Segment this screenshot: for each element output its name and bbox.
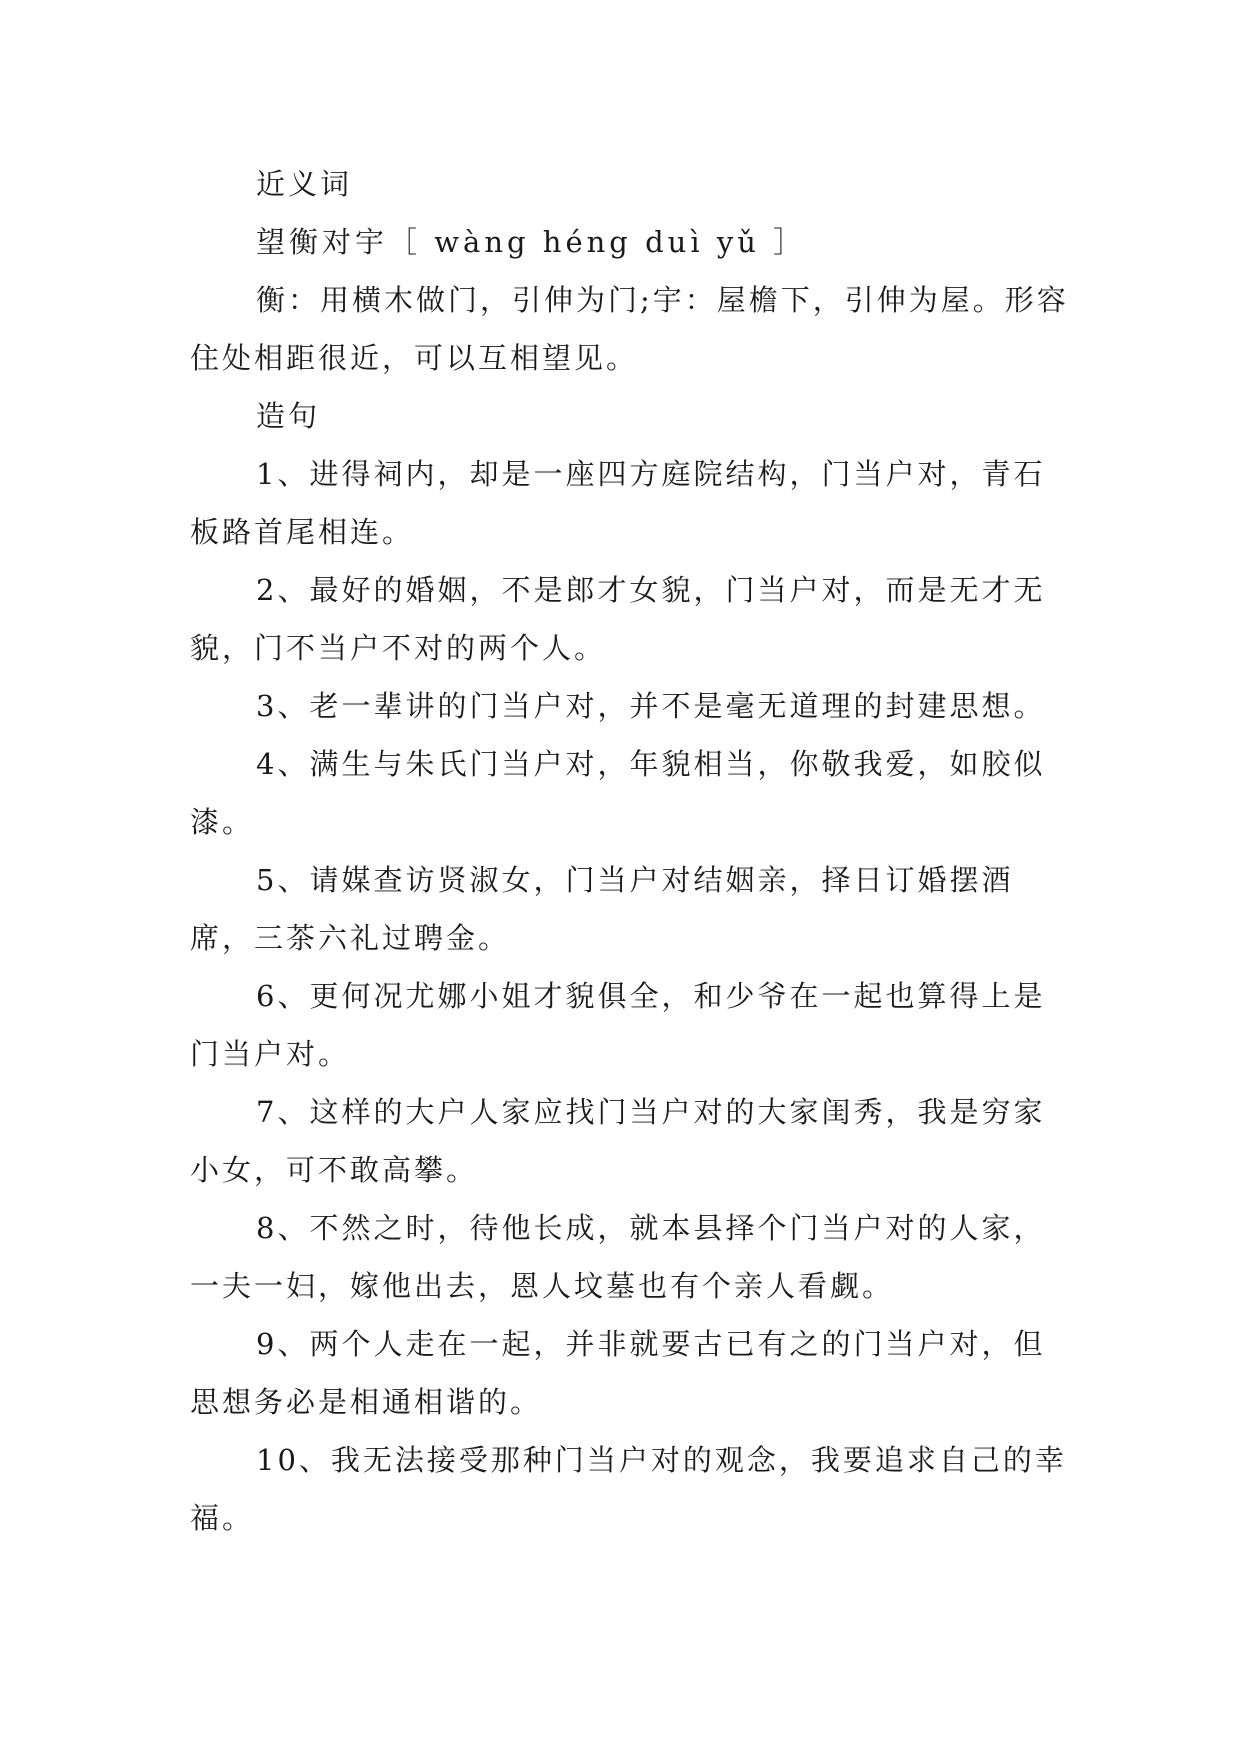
synonym-definition: 衡：用横木做门，引伸为门;宇：屋檐下，引伸为屋。形容住处相距很近，可以互相望见。	[190, 283, 1069, 375]
document-body	[190, 155, 1070, 1547]
sentences-heading: 造句	[256, 399, 321, 433]
example-sentence-9: 9、两个人走在一起，并非就要古已有之的门当户对，但思想务必是相通相谐的。	[190, 1327, 1046, 1419]
example-sentence-4: 4、满生与朱氏门当户对，年貌相当，你敬我爱，如胶似漆。	[190, 747, 1046, 839]
example-sentence-2: 2、最好的婚姻，不是郎才女貌，门当户对，而是无才无貌，门不当户不对的两个人。	[190, 573, 1046, 665]
example-sentence-10: 10、我无法接受那种门当户对的观念，我要追求自己的幸福。	[190, 1443, 1067, 1535]
example-sentence-3: 3、老一辈讲的门当户对，并不是毫无道理的封建思想。	[256, 689, 1046, 723]
example-sentence-8: 8、不然之时，待他长成，就本县择个门当户对的人家，一夫一妇，嫁他出去，恩人坟墓也有个亲人看觑。	[190, 1211, 1046, 1303]
example-sentence-6: 6、更何况尤娜小姐才貌俱全，和少爷在一起也算得上是门当户对。	[190, 979, 1046, 1071]
example-sentence-5: 5、请媒查访贤淑女，门当户对结姻亲，择日订婚摆酒席，三茶六礼过聘金。	[190, 863, 1014, 955]
example-sentence-7: 7、这样的大户人家应找门当户对的大家闺秀，我是穷家小女，可不敢高攀。	[190, 1095, 1046, 1187]
synonym-term: 望衡对宇［ wàng héng duì yǔ ］	[256, 225, 807, 259]
synonyms-heading: 近义词	[256, 167, 353, 201]
example-sentence-1: 1、进得祠内，却是一座四方庭院结构，门当户对，青石板路首尾相连。	[190, 457, 1046, 549]
